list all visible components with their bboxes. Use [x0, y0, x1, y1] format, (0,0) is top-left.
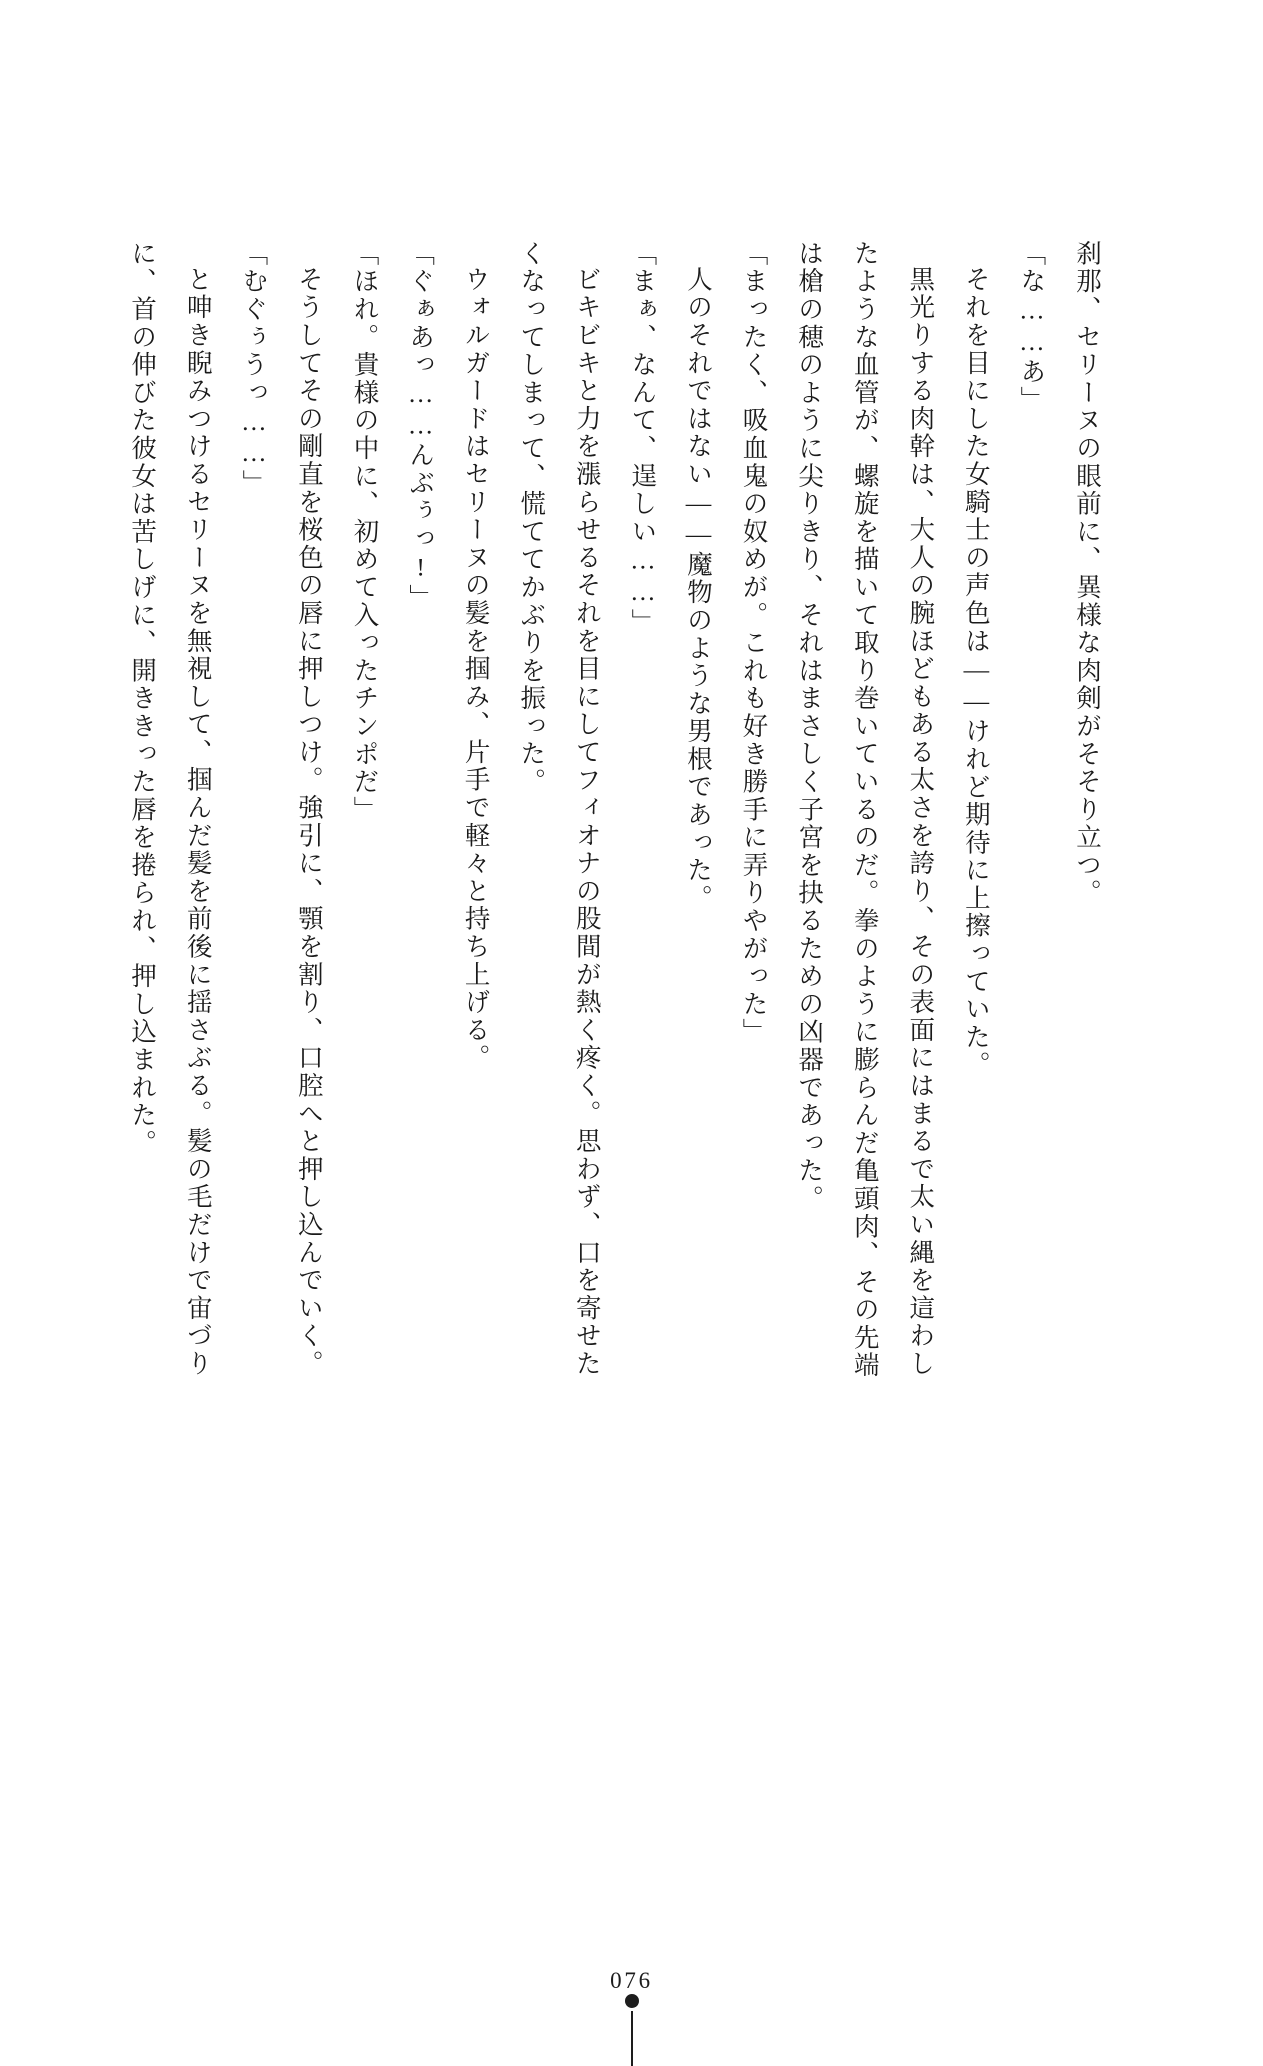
paragraph: それを目にした女騎士の声色は——けれど期待に上擦っていた。: [961, 265, 991, 1079]
paragraph: 黒光りする肉幹は、大人の腕ほどもある太さを誇り、その表面にはまるで太い縄を這わしたような血管が、螺旋を描いて取り巻いているのだ。拳のように膨らんだ亀頭肉、その先端は槍の穂のように尖りきり、それはまさしく子宮を抉るための凶器であった。: [795, 240, 936, 1380]
paragraph: と呻き睨みつけるセリーヌを無視して、掴んだ髪を前後に揺さぶる。髪の毛だけで宙づりに、首の伸びた彼女は苦しげに、開ききった唇を捲られ、押し込まれた。: [128, 240, 213, 1378]
paragraph-dialogue: 「ぐぁあっ……んぶぅっ!」: [406, 240, 436, 612]
paragraph-dialogue: 「な……あ」: [1017, 240, 1047, 414]
paragraph-dialogue: 「まったく、吸血鬼の奴めが。これも好き勝手に弄りやがった」: [739, 240, 769, 1047]
paragraph-dialogue: 「まぁ、なんて、逞しい……」: [628, 240, 658, 637]
paragraph-dialogue: 「ほれ。貴様の中に、初めて入ったチンポだ」: [350, 240, 380, 824]
page-body-text: [125, 240, 1115, 1380]
footer-line-icon: [631, 2011, 634, 2066]
footer-ornament-icon: [625, 1994, 639, 2066]
paragraph: そうしてその剛直を桜色の唇に押しつけ。強引に、顎を割り、口腔へと押し込んでいく。: [294, 265, 324, 1378]
paragraph: ウォルガードはセリーヌの髪を掴み、片手で軽々と持ち上げる。: [461, 265, 491, 1072]
paragraph: 刹那、セリーヌの眼前に、異様な肉剣がそそり立つ。: [1073, 240, 1102, 908]
paragraph-dialogue: 「むぐぅうっ……」: [239, 240, 269, 498]
paragraph: 人のそれではない——魔物のような男根であった。: [683, 265, 713, 912]
paragraph: ビキビキと力を漲らせるそれを目にしてフィオナの股間が熱く疼く。思わず、口を寄せたくなってしまって、慌ててかぶりを振った。: [517, 240, 602, 1378]
footer-dot-icon: [625, 1994, 639, 2008]
page-number: 076: [610, 1968, 653, 1993]
